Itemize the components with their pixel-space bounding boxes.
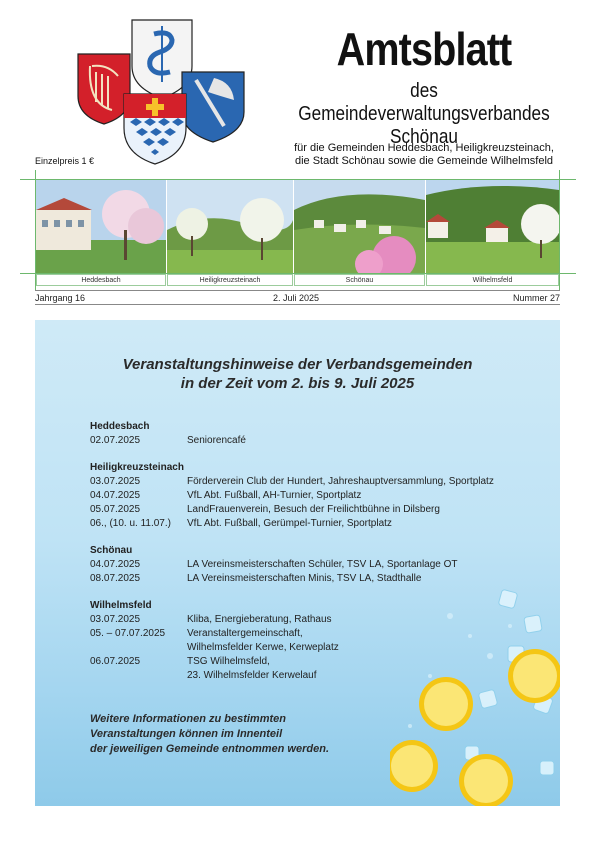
event-date: 03.07.2025 [90, 476, 141, 487]
event-row [90, 489, 530, 503]
masthead-title: Amtsblatt [336, 23, 512, 75]
masthead-intro: für die Gemeinden Heddesbach, Heiligkreuzsteinach, die Stadt Schönau sowie die Gemeinde Wilhelmsfeld [294, 142, 554, 167]
event-text: VfL Abt. Fußball, Gerümpel-Turnier, Sportplatz [187, 518, 392, 529]
footer-note: Weitere Informationen zu bestimmten Veranstaltungen können im Innenteil der jeweiligen Gemeinde entnommen werden. [90, 713, 330, 755]
event-date: 08.07.2025 [90, 573, 141, 584]
event-text: Seniorencafé [187, 435, 246, 446]
group-name: Schönau [90, 545, 133, 556]
group-name: Wilhelmsfeld [90, 600, 152, 611]
event-date: 03.07.2025 [90, 614, 141, 625]
event-date: 05.07.2025 [90, 504, 141, 515]
event-row [90, 572, 530, 586]
group-name: Heddesbach [90, 421, 150, 432]
event-row [90, 613, 530, 627]
event-row [90, 503, 530, 517]
event-group [90, 420, 530, 448]
photo-caption: Heddesbach [36, 274, 166, 286]
event-date: 02.07.2025 [90, 435, 141, 446]
divider-line [35, 304, 560, 305]
notice-title: Veranstaltungshinweise der Verbandsgemeinden in der Zeit vom 2. bis 9. Juli 2025 [122, 356, 473, 392]
photo-wilhelmsfeld [426, 180, 559, 273]
event-date: 06., (10. u. 11.07.) [90, 518, 171, 529]
event-date: 06.07.2025 [90, 656, 141, 667]
event-row [90, 558, 530, 572]
photo-schoenau [294, 180, 425, 273]
event-group [90, 599, 530, 683]
coats-of-arms-logo [74, 16, 249, 166]
event-text: Kliba, Energieberatung, Rathaus [187, 614, 332, 625]
event-text: LandFrauenverein, Besuch der Freilichtbühne in Dilsberg [187, 504, 440, 515]
cross-crest-icon [124, 94, 186, 164]
event-row [90, 655, 530, 683]
event-date: 04.07.2025 [90, 490, 141, 501]
event-date: 04.07.2025 [90, 559, 141, 570]
axe-crest-icon [182, 72, 244, 142]
event-row [90, 434, 530, 448]
event-text: TSG Wilhelmsfeld, 23. Wilhelmsfelder Kerwelauf [187, 656, 317, 681]
event-text: Veranstaltergemeinschaft, Wilhelmsfelder Kerwe, Kerweplatz [187, 628, 339, 653]
event-group [90, 461, 530, 531]
divider-line [35, 290, 560, 291]
photo-heiligkreuzsteinach [167, 180, 293, 273]
event-date: 05. – 07.07.2025 [90, 628, 166, 639]
events-list [90, 420, 530, 696]
events-panel [35, 320, 560, 806]
event-text: VfL Abt. Fußball, AH-Turnier, Sportplatz [187, 490, 362, 501]
event-row [90, 627, 530, 655]
photo-caption: Schönau [294, 274, 425, 286]
issue-volume: Jahrgang 16 [35, 293, 86, 303]
issue-number: Nummer 27 [512, 293, 560, 303]
guide-line-right [559, 170, 560, 290]
masthead-subtitle: des Gemeindeverwaltungsverbandes Schönau [298, 80, 550, 148]
event-group [90, 544, 530, 586]
photo-heddesbach [36, 180, 166, 273]
issue-date: 2. Juli 2025 [273, 293, 320, 303]
harp-crest-icon [78, 54, 130, 124]
event-row [90, 517, 530, 531]
group-name: Heiligkreuzsteinach [90, 462, 184, 473]
event-text: Förderverein Club der Hundert, Jahreshauptversammlung, Sportplatz [187, 476, 494, 487]
price-label: Einzelpreis 1 € [35, 156, 95, 166]
event-text: LA Vereinsmeisterschaften Minis, TSV LA, Stadthalle [187, 573, 422, 584]
event-row [90, 475, 530, 489]
photo-caption: Heiligkreuzsteinach [167, 274, 293, 286]
photo-caption: Wilhelmsfeld [426, 274, 559, 286]
event-text: LA Vereinsmeisterschaften Schüler, TSV LA, Sportanlage OT [187, 559, 458, 570]
